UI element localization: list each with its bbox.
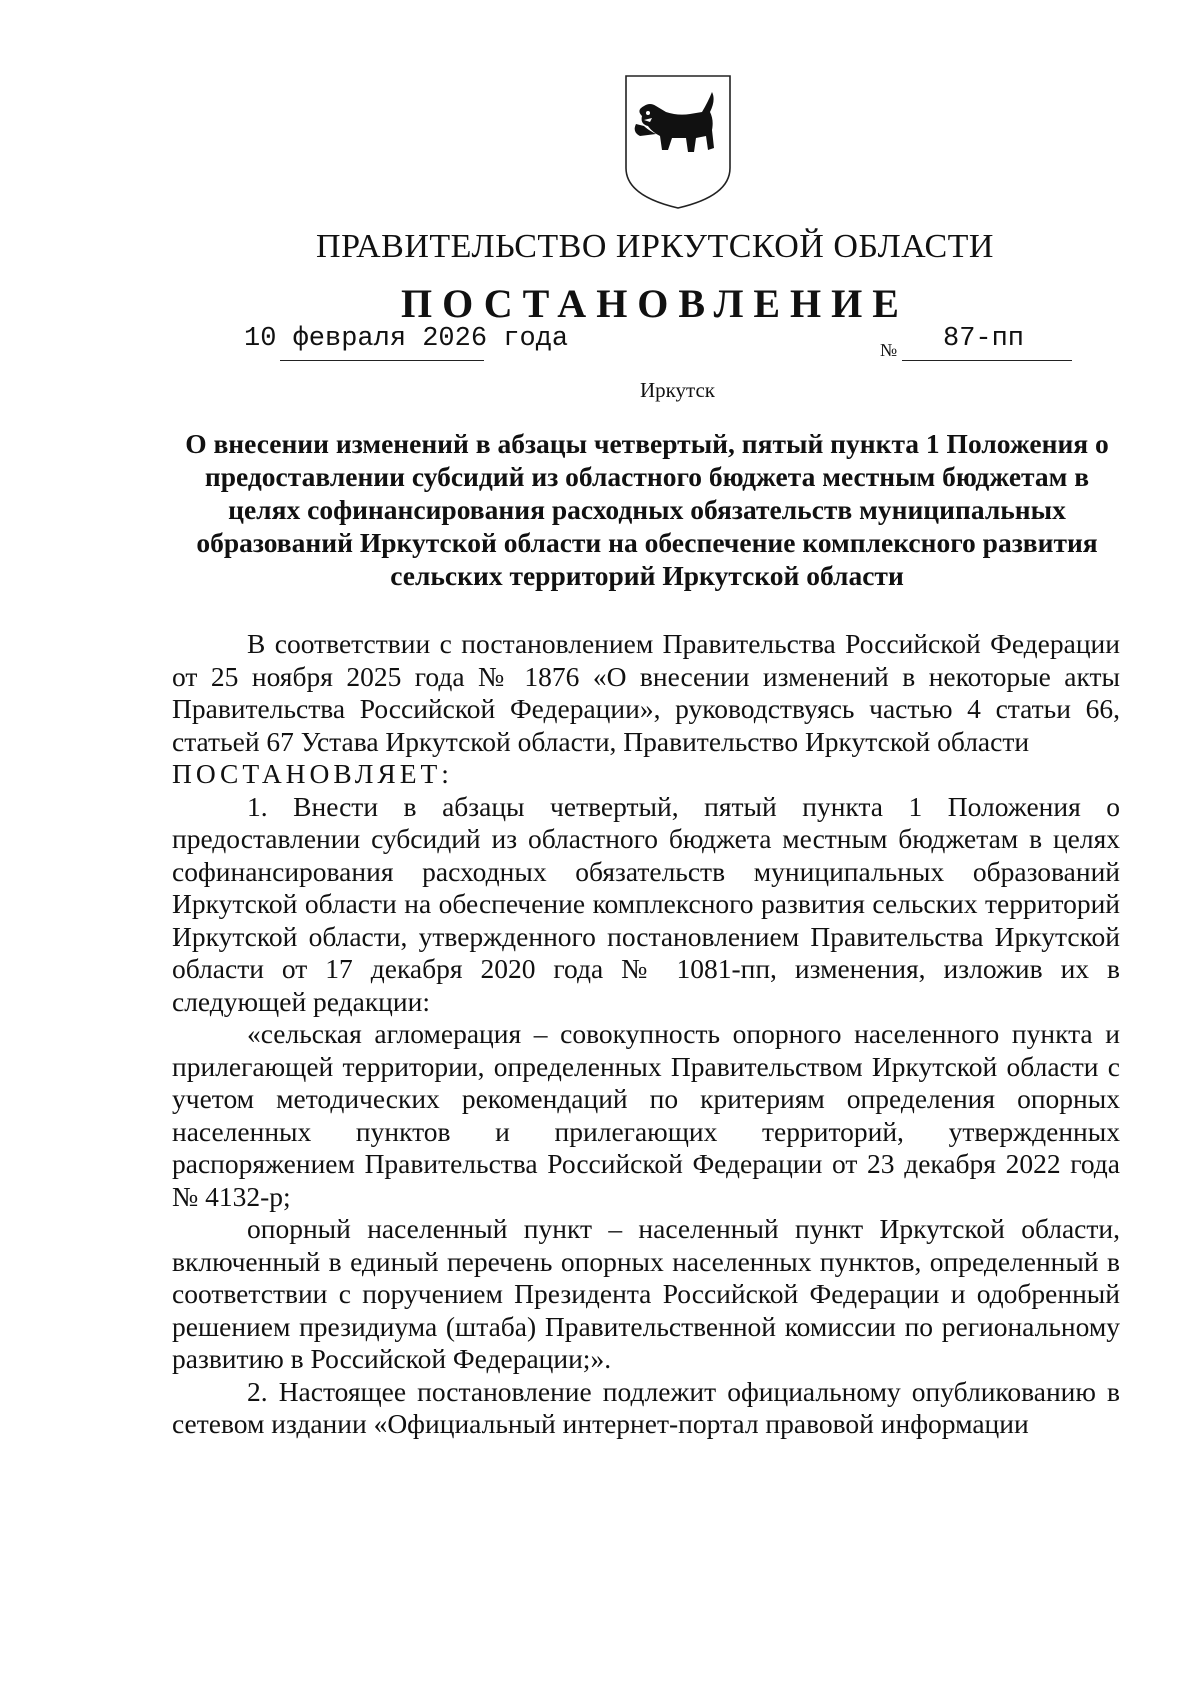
document-number: 87-пп <box>943 324 1025 354</box>
item-1-paragraph: 1. Внести в абзацы четвертый, пятый пункта 1 Положения о предоставлении субсидий из областного бюджета местным бюджетам в целях софинансирования расходных обязательств муниципальных образований Иркутской области на обеспечение комплексного развития сельских территорий Иркутской области, утвержденного постановлением Правительства Иркутской области от 17 декабря 2020 года № 1081-пп, изменения, изложив их в следующей редакции: <box>172 790 1120 1017</box>
decree-word: ПОСТАНОВЛЯЕТ: <box>172 758 453 789</box>
item-2-paragraph: 2. Настоящее постановление подлежит официальному опубликованию в сетевом издании «Официальный интернет-портал правовой информации <box>172 1375 1120 1439</box>
irkutsk-coat-of-arms-icon <box>622 72 734 212</box>
date-underline <box>280 360 484 361</box>
document-body <box>172 628 1120 1441</box>
preamble-paragraph: В соответствии с постановлением Правительства Российской Федерации от 25 ноября 2025 года № 1876 «О внесении изменений в некоторые акты Правительства Российской Федерации», руководствуясь частью 4 статьи 66, статьей 67 Устава Иркутской области, Правительство Иркутской области <box>172 628 1120 757</box>
number-underline <box>902 360 1072 361</box>
document-date: 10 февраля 2026 года <box>244 324 569 354</box>
document-subject: О внесении изменений в абзацы четвертый, пятый пункта 1 Положения о предоставлении субсидий из областного бюджета местным бюджетам в целях софинансирования расходных обязательств муниципальных образований Иркутской области на обеспечение комплексного развития сельских территорий Иркутской области <box>185 428 1109 591</box>
document-city: Иркутск <box>639 378 716 402</box>
government-title: ПРАВИТЕЛЬСТВО ИРКУТСКОЙ ОБЛАСТИ <box>316 228 994 265</box>
quote-1-paragraph: «сельская агломерация – совокупность опорного населенного пункта и прилегающей территории, определенных Правительством Иркутской области с учетом методических рекомендаций по критериям определения опорных населенных пунктов и прилегающих территорий, утвержденных распоряжением Правительства Российской Федерации от 23 декабря 2022 года № 4132-р; <box>172 1018 1120 1212</box>
quote-2-paragraph: опорный населенный пункт – населенный пункт Иркутской области, включенный в единый перечень опорных населенных пунктов, определенный в соответствии с поручением Президента Российской Федерации и одобренный решением президиума (штаба) Правительственной комиссии по региональному развитию в Российской Федерации;». <box>172 1213 1120 1374</box>
number-sign: № <box>880 340 898 360</box>
document-type-heading: ПОСТАНОВЛЕНИЕ <box>401 281 909 326</box>
